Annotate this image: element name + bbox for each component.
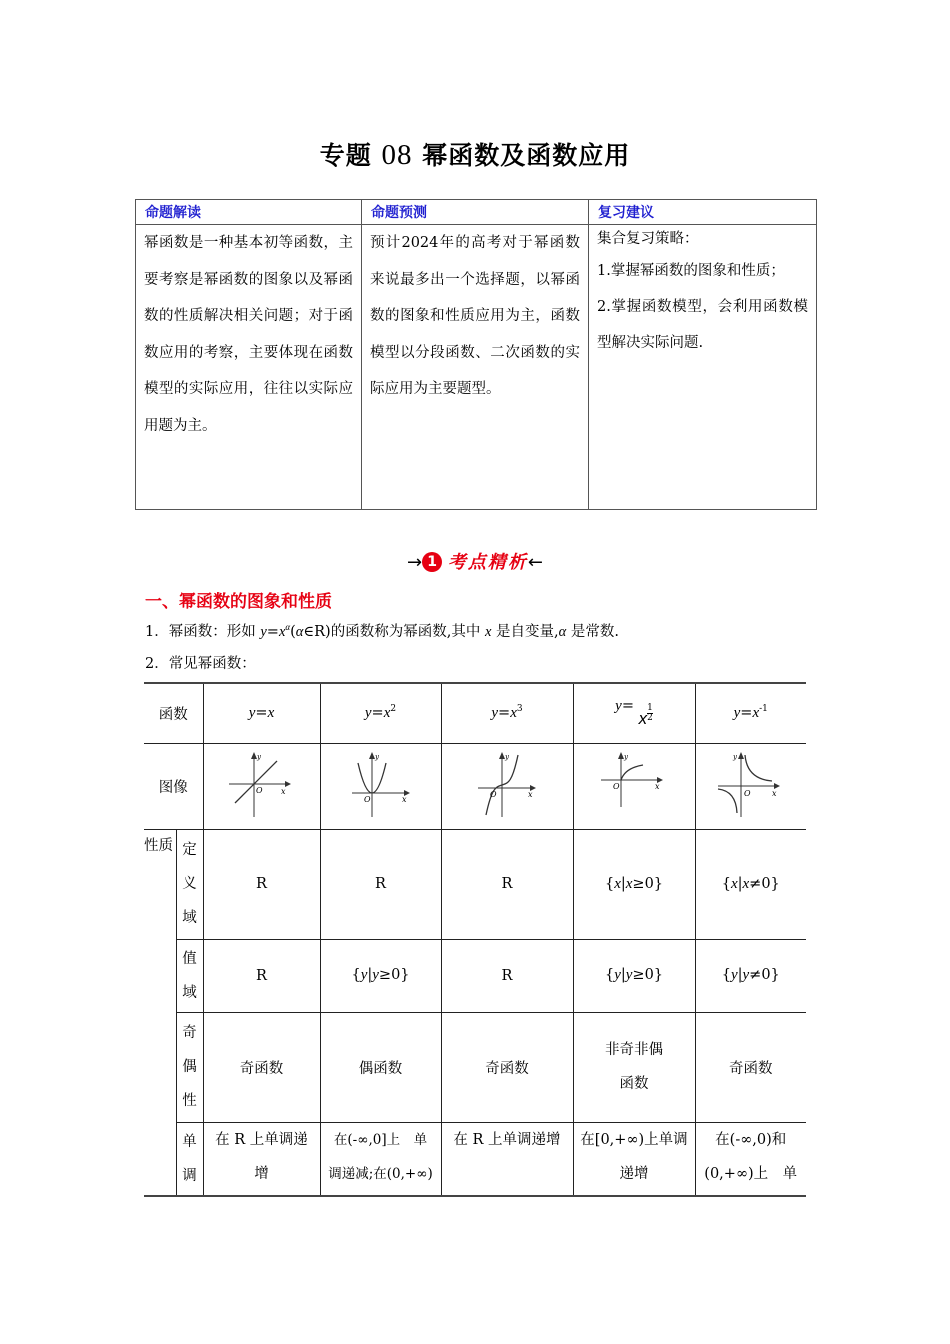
domain-cell: {x|x≥0} (573, 829, 695, 939)
parity-cell: 奇函数 (695, 1012, 806, 1122)
svg-text:O: O (743, 789, 751, 798)
svg-text:x: x (280, 787, 286, 796)
mono-line: 增 (254, 1165, 269, 1182)
text: 是自变量, (491, 624, 559, 640)
text: 是常数. (566, 624, 619, 640)
banner-label: 考点精析 (447, 552, 528, 573)
svg-text:x: x (401, 795, 407, 804)
monotonic-cell (320, 1122, 441, 1196)
mono-line: 在(-∞,0)和 (715, 1131, 787, 1148)
mono-line: 在 R 上单调递增 (453, 1131, 561, 1148)
mono-line: 递增 (619, 1165, 649, 1182)
mono-line: (0,+∞)上 单 (704, 1165, 798, 1182)
linear-graph-icon (227, 751, 297, 821)
advice-line: 1.掌握幂函数的图象和性质； (597, 263, 785, 279)
parity-cell (573, 1012, 695, 1122)
parity-line: 函数 (619, 1076, 649, 1092)
definition-paragraph: 1．幂函数：形如 $y=x^\alpha(\alpha\in R)$的函数称为幂函数,其中 x 是自变量,α 是常数. (145, 622, 619, 640)
label-char: 性 (182, 1093, 197, 1109)
row-label-function: 函数 (144, 683, 203, 743)
range-cell: R (203, 939, 320, 1012)
range-cell: {y|y≥0} (573, 939, 695, 1012)
svg-text:y: y (256, 753, 261, 761)
title-prefix: 专题 (319, 141, 372, 170)
domain-cell: {x|x≠0} (695, 829, 806, 939)
sub-label-monotonic (176, 1122, 203, 1196)
number-badge: 1 (422, 552, 442, 572)
svg-text:x: x (771, 789, 777, 798)
label-char: 调 (182, 1167, 197, 1184)
graph-cell (695, 743, 806, 829)
range-cell: {y|y≥0} (320, 939, 441, 1012)
advice-text (589, 225, 817, 510)
graph-cell (573, 743, 695, 829)
label-char: 奇 (182, 1025, 197, 1041)
domain-cell: R (441, 829, 573, 939)
section-heading: 一、幂函数的图象和性质 (145, 592, 332, 612)
function-cell: $y=x^{-1}$ (695, 683, 806, 743)
left-arrow-icon: ← (527, 552, 543, 573)
svg-text:y: y (732, 753, 737, 761)
function-cell: y= x $^{\frac{1}{2}}$ (573, 683, 695, 743)
right-arrow-icon: → (407, 552, 423, 573)
sqrt-graph-icon (599, 751, 669, 821)
mono-line: 在 R 上单调递 (215, 1131, 308, 1148)
svg-text:x: x (528, 790, 533, 799)
sub-label-parity (176, 1012, 203, 1122)
section-banner (0, 548, 950, 574)
parity-cell: 偶函数 (320, 1012, 441, 1122)
advice-line: 集合复习策略： (597, 231, 699, 247)
header-prediction: 命题预测 (362, 200, 589, 225)
header-interpretation: 命题解读 (136, 200, 362, 225)
parity-cell: 奇函数 (441, 1012, 573, 1122)
function-cell: $y=x^3$ (441, 683, 573, 743)
title-number: 08 (381, 139, 413, 171)
interpretation-text: 幂函数是一种基本初等函数，主要考察是幂函数的图象以及幂函数的性质解决相关问题；对于函数应用的考察，主要体现在函数模型的实际应用，往往以实际应用题为主。 (136, 225, 362, 510)
label-char: 单 (182, 1133, 197, 1150)
range-cell: {y|y≠0} (695, 939, 806, 1012)
prediction-text: 预计2024年的高考对于幂函数来说最多出一个选择题，以幂函数的图象和性质应用为主，函数模型以分段函数、二次函数的实际应用为主要题型。 (362, 225, 589, 510)
svg-text:y: y (374, 753, 379, 761)
range-cell: R (441, 939, 573, 1012)
svg-text:O: O (363, 795, 371, 804)
cubic-graph-icon (472, 751, 542, 821)
graph-cell (203, 743, 320, 829)
label-char: 义 (182, 876, 197, 892)
label-char: 域 (182, 984, 197, 1001)
svg-text:x: x (655, 782, 660, 791)
row-label-properties: 性质 (144, 829, 176, 1196)
svg-text:O: O (613, 782, 620, 791)
text: 1．幂函数：形如 (145, 624, 261, 640)
mono-line: 调递减;在(0,+∞) (328, 1165, 433, 1182)
monotonic-cell (695, 1122, 806, 1196)
function-cell: y=x (203, 683, 320, 743)
quadratic-graph-icon (346, 751, 416, 821)
label-char: 域 (182, 910, 197, 926)
function-cell: $y=x^2$ (320, 683, 441, 743)
svg-text:y: y (505, 753, 509, 761)
parity-line: 非奇非偶 (605, 1042, 663, 1058)
svg-text:y: y (624, 753, 628, 761)
monotonic-cell (573, 1122, 695, 1196)
label-char: 偶 (182, 1059, 197, 1075)
label-char: 值 (182, 950, 197, 967)
mono-line: 在[0,+∞)上单调 (580, 1131, 688, 1148)
reciprocal-graph-icon (716, 751, 786, 821)
graph-cell (441, 743, 573, 829)
title-suffix: 幂函数及函数应用 (422, 141, 631, 170)
mono-line: 在(-∞,0]上 单 (333, 1131, 428, 1148)
row-label-graph: 图像 (144, 743, 203, 829)
parity-cell: 奇函数 (203, 1012, 320, 1122)
sub-label-range (176, 939, 203, 1012)
advice-line: 2.掌握函数模型，会利用函数模型解决实际问题. (597, 299, 808, 351)
svg-text:O: O (490, 790, 497, 799)
page-title (0, 136, 950, 172)
power-function-table (144, 682, 806, 1197)
monotonic-cell (203, 1122, 320, 1196)
monotonic-cell (441, 1122, 573, 1196)
header-advice: 复习建议 (589, 200, 817, 225)
sub-label-domain (176, 829, 203, 939)
domain-cell: R (320, 829, 441, 939)
label-char: 定 (182, 842, 197, 858)
domain-cell: R (203, 829, 320, 939)
list-paragraph: 2．常见幂函数： (145, 656, 256, 672)
graph-cell (320, 743, 441, 829)
svg-text:O: O (255, 786, 263, 795)
overview-table (135, 199, 817, 510)
text: 的函数称为幂函数,其中 (330, 624, 485, 640)
